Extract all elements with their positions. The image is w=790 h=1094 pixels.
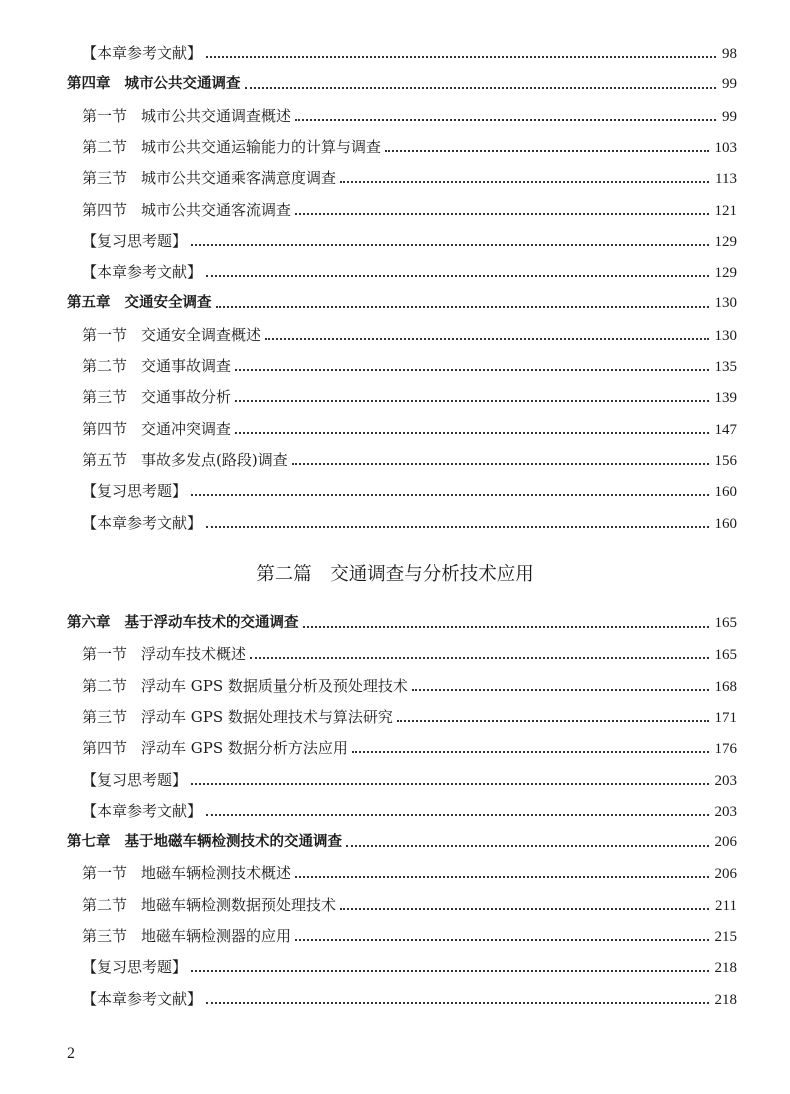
toc-chapter-entry [67, 610, 737, 636]
toc-entry-label [67, 610, 299, 636]
toc-page-number: 147 [714, 421, 737, 438]
toc-section-entry [82, 923, 737, 949]
toc-page-number: 165 [714, 615, 737, 631]
toc-entry-label [67, 290, 212, 316]
dot-leader [245, 87, 717, 89]
chapter-title: 交通安全调查 [124, 295, 212, 312]
toc-section-entry [82, 892, 737, 918]
dot-leader [191, 783, 708, 785]
section-number: 第四节 [82, 200, 128, 219]
toc-section-entry [82, 384, 737, 410]
toc-page-number: 218 [714, 960, 737, 977]
section-title: 城市公共交通客流调查 [141, 200, 292, 219]
section-title: 浮动车 GPS 数据分析方法应用 [141, 739, 348, 758]
toc-entry-label [67, 71, 241, 97]
section-title: 浮动车 GPS 数据处理技术与算法研究 [141, 707, 393, 726]
chapter-number: 第七章 [67, 834, 111, 851]
dot-leader [340, 908, 709, 910]
toc-chapter-entry [67, 829, 737, 855]
toc-page-number: 99 [722, 108, 737, 125]
toc-entry-label: 【本章参考文献】 [82, 801, 203, 820]
toc-page-number: 103 [714, 139, 737, 156]
toc-chapter-entry [67, 71, 737, 97]
toc-page-number: 130 [714, 295, 737, 312]
toc-page-number: 160 [714, 515, 737, 532]
section-title: 交通事故调查 [141, 357, 232, 375]
toc-page-number: 129 [714, 265, 737, 282]
toc-reference-entry [82, 510, 737, 536]
toc-entry-label [82, 353, 231, 379]
toc-section-entry [82, 165, 737, 191]
toc-section-entry [82, 447, 737, 473]
toc-page-number: 156 [714, 452, 737, 469]
toc-section-entry [82, 197, 737, 223]
dot-leader [340, 181, 709, 183]
dot-leader [397, 720, 709, 722]
section-number: 第一节 [82, 864, 128, 883]
dot-leader [235, 400, 708, 402]
toc-reference-entry [82, 40, 737, 66]
toc-entry-label [82, 447, 288, 473]
dot-leader [206, 56, 716, 58]
toc-entry-label [82, 103, 291, 129]
dot-leader [206, 1002, 708, 1004]
toc-entry-label [82, 384, 231, 410]
toc-page-number: 171 [714, 709, 737, 726]
toc-page-number: 215 [714, 929, 737, 945]
toc-entry-label [82, 322, 261, 348]
toc-page-number: 203 [714, 772, 737, 789]
section-number: 第二节 [82, 676, 128, 695]
toc-section-entry [82, 322, 737, 348]
dot-leader [295, 213, 708, 215]
dot-leader [352, 751, 709, 753]
dot-leader [216, 306, 709, 308]
chapter-number: 第六章 [67, 615, 111, 631]
toc-entry-label [82, 892, 336, 918]
toc-entry-label: 【复习思考题】 [82, 482, 188, 501]
toc-page-number: 203 [714, 803, 737, 820]
section-number: 第三节 [82, 927, 128, 945]
dot-leader [412, 689, 709, 691]
toc-reference-entry [82, 259, 737, 285]
section-number: 第二节 [82, 137, 128, 156]
toc-entry-label: 【本章参考文献】 [82, 263, 203, 282]
section-title: 地磁车辆检测数据预处理技术 [141, 895, 337, 914]
section-number: 第一节 [82, 325, 128, 344]
toc-page-number: 176 [714, 741, 737, 758]
toc-reference-entry [82, 798, 737, 824]
chapter-title: 基于地磁车辆检测技术的交通调查 [124, 834, 342, 851]
section-title: 交通事故分析 [141, 388, 232, 407]
section-title: 浮动车 GPS 数据质量分析及预处理技术 [141, 676, 408, 695]
toc-section-entry [82, 416, 737, 442]
toc-reference-entry [82, 767, 737, 793]
toc-page-number: 113 [715, 171, 737, 188]
toc-page-number: 98 [722, 46, 737, 62]
section-number: 第四节 [82, 739, 128, 758]
section-title: 事故多发点(路段)调查 [141, 450, 288, 469]
section-title: 地磁车辆检测技术概述 [141, 864, 292, 883]
dot-leader [206, 814, 708, 816]
dot-leader [295, 939, 708, 941]
toc-page-number: 165 [714, 647, 737, 664]
toc-page-number: 206 [714, 866, 737, 883]
section-number: 第五节 [82, 450, 128, 469]
chapter-title: 城市公共交通调查 [124, 76, 241, 93]
dot-leader [295, 876, 708, 878]
toc-page-number: 121 [714, 202, 737, 219]
toc-entry-label [82, 197, 291, 223]
section-title: 交通冲突调查 [141, 419, 232, 438]
toc-section-entry [82, 735, 737, 761]
section-number: 第三节 [82, 388, 128, 407]
dot-leader [191, 244, 708, 246]
toc-entry-label: 【复习思考题】 [82, 958, 188, 977]
section-number: 第三节 [82, 169, 128, 188]
toc-page-number: 99 [722, 76, 737, 93]
dot-leader [206, 526, 708, 528]
toc-entry-label [82, 673, 408, 699]
toc-entry-label: 【复习思考题】 [82, 770, 188, 789]
toc-page-number: 129 [714, 233, 737, 250]
toc-entry-label: 【复习思考题】 [82, 231, 188, 250]
section-number: 第一节 [82, 106, 128, 125]
toc-page-number: 168 [714, 678, 737, 695]
toc-reference-entry [82, 228, 737, 254]
dot-leader [303, 626, 709, 628]
toc-reference-entry [82, 954, 737, 980]
dot-leader [346, 845, 709, 847]
dot-leader [235, 432, 708, 434]
toc-page-number: 211 [715, 897, 737, 914]
toc-section-entry [82, 704, 737, 730]
toc-entry-label [82, 704, 393, 730]
section-number: 第一节 [82, 645, 128, 664]
section-title: 城市公共交通运输能力的计算与调查 [141, 137, 382, 156]
section-number: 第四节 [82, 419, 128, 438]
toc-entry-label [67, 829, 342, 855]
dot-leader [206, 275, 708, 277]
section-number: 第二节 [82, 357, 128, 375]
toc-section-entry [82, 860, 737, 886]
section-title: 城市公共交通乘客满意度调查 [141, 169, 337, 188]
section-title: 地磁车辆检测器的应用 [141, 927, 292, 945]
toc-entry-label [82, 735, 348, 761]
dot-leader [265, 338, 708, 340]
dot-leader [235, 369, 708, 371]
toc-entry-label: 【本章参考文献】 [82, 44, 203, 62]
toc-entry-label [82, 641, 246, 667]
toc-page-number: 139 [714, 390, 737, 407]
section-title: 交通安全调查概述 [141, 325, 262, 344]
toc-reference-entry [82, 478, 737, 504]
toc-page-number: 206 [714, 834, 737, 851]
toc-page-number: 135 [714, 359, 737, 375]
toc-chapter-entry [67, 290, 737, 316]
toc-section-entry [82, 353, 737, 379]
dot-leader [191, 970, 708, 972]
dot-leader [295, 119, 716, 121]
toc-entry-label: 【本章参考文献】 [82, 513, 203, 532]
dot-leader [385, 150, 708, 152]
chapter-number: 第四章 [67, 76, 111, 93]
toc-entry-label [82, 860, 291, 886]
toc-entry-label: 【本章参考文献】 [82, 989, 203, 1008]
section-number: 第二节 [82, 895, 128, 914]
toc-section-entry [82, 673, 737, 699]
toc-entry-label [82, 134, 381, 160]
toc-entry-label [82, 416, 231, 442]
chapter-title: 基于浮动车技术的交通调查 [124, 615, 299, 631]
toc-section-entry [82, 103, 737, 129]
section-title: 城市公共交通调查概述 [141, 106, 292, 125]
toc-section-entry [82, 134, 737, 160]
toc-entry-label [82, 165, 336, 191]
toc-section-entry [82, 641, 737, 667]
toc-entry-label [82, 923, 291, 949]
page-number: 2 [67, 1045, 75, 1062]
section-title: 浮动车技术概述 [141, 645, 247, 664]
toc-reference-entry [82, 986, 737, 1012]
part-title: 第二篇 交通调查与分析技术应用 [256, 564, 534, 585]
dot-leader [250, 657, 708, 659]
toc-page-number: 160 [714, 484, 737, 501]
dot-leader [191, 494, 708, 496]
chapter-number: 第五章 [67, 295, 111, 312]
toc-page-number: 130 [714, 327, 737, 344]
dot-leader [292, 463, 709, 465]
section-number: 第三节 [82, 707, 128, 726]
toc-page-number: 218 [714, 991, 737, 1008]
